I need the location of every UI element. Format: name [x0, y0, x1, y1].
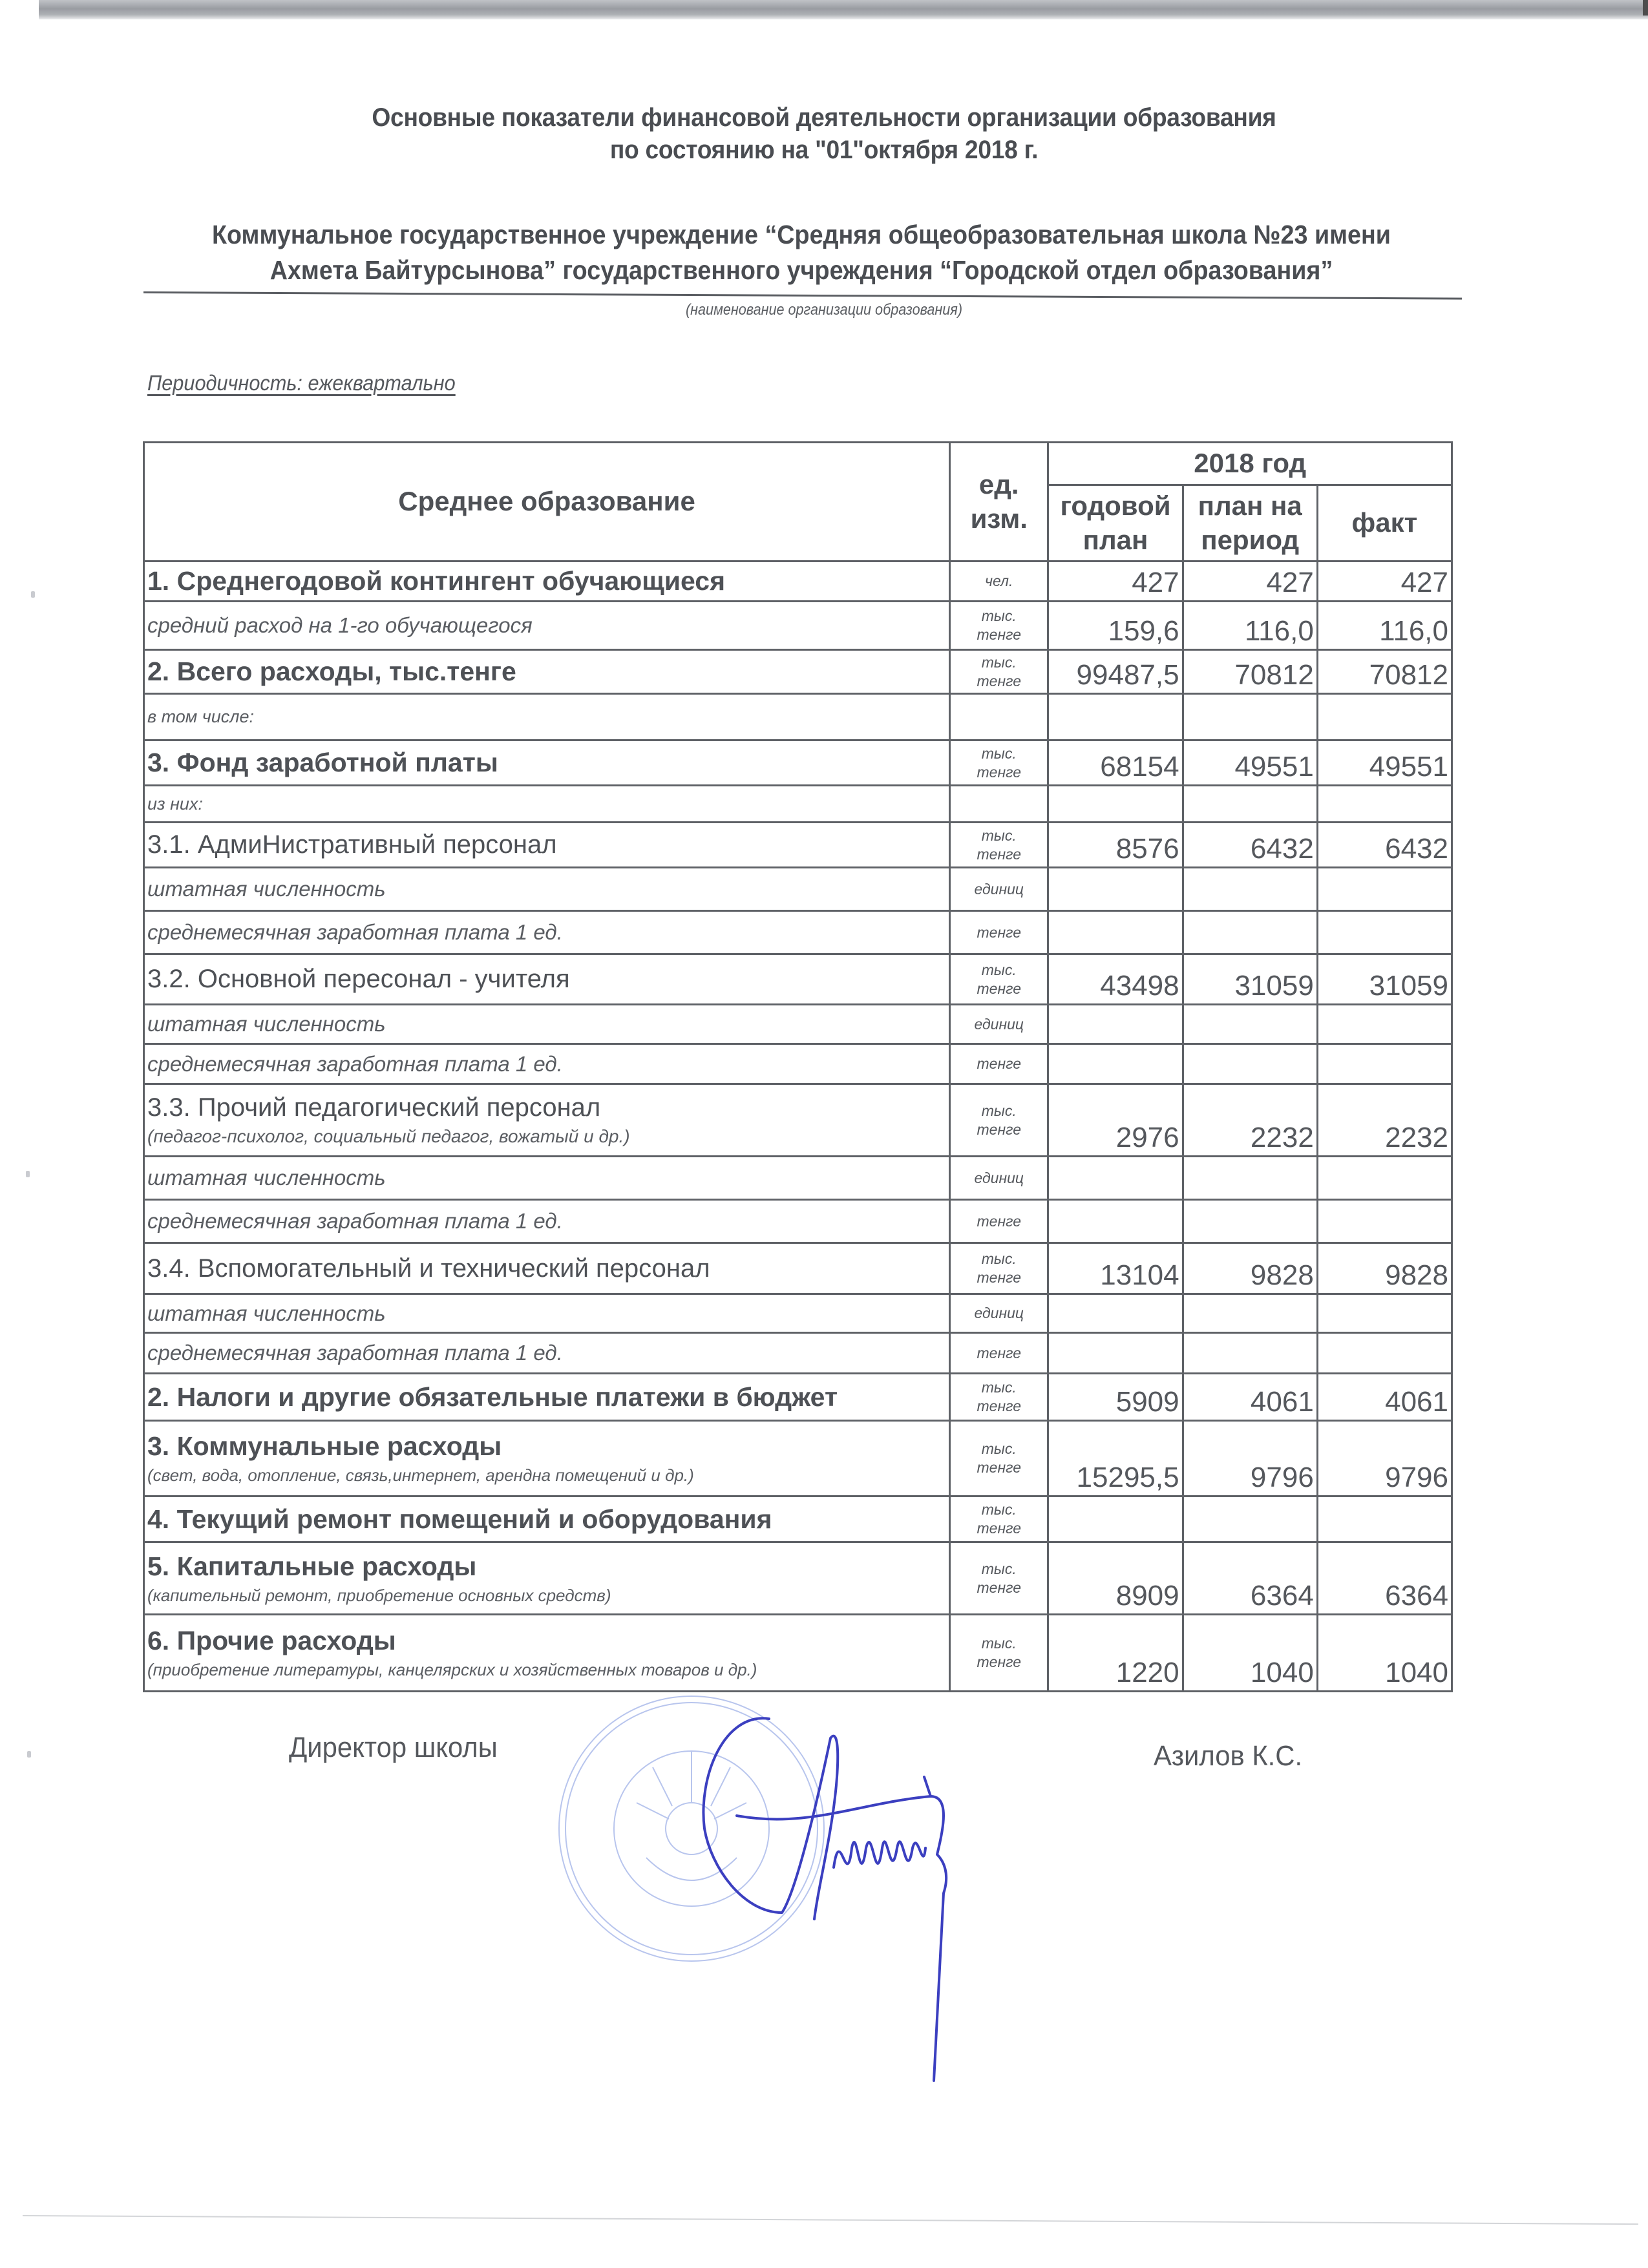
table-row	[144, 602, 1452, 650]
table-row	[144, 1421, 1452, 1496]
row-label	[144, 954, 950, 1005]
row-unit-line1: тыс.	[981, 961, 1017, 978]
cell-fact: 31059	[1317, 954, 1452, 1005]
margin-speck	[27, 1751, 31, 1758]
cell-fact	[1317, 1200, 1452, 1243]
row-unit	[950, 1294, 1048, 1333]
cell-period	[1183, 868, 1317, 911]
row-label-text: 6. Прочие расходы	[147, 1626, 396, 1655]
row-unit-line2: тенге	[977, 845, 1021, 863]
row-unit	[950, 911, 1048, 954]
cell-period: 427	[1183, 562, 1317, 602]
cell-fact	[1317, 694, 1452, 740]
row-unit	[950, 954, 1048, 1005]
row-unit-line1: тенге	[977, 1344, 1021, 1361]
cell-annual: 427	[1048, 562, 1183, 602]
header-period-line1: план на	[1198, 490, 1302, 521]
row-unit-line2: тенге	[977, 980, 1021, 997]
cell-fact	[1317, 868, 1452, 911]
row-unit	[950, 1333, 1048, 1374]
row-label	[144, 1542, 950, 1615]
cell-annual	[1048, 868, 1183, 911]
row-unit-line2: тенге	[977, 1269, 1021, 1286]
cell-fact: 116,0	[1317, 602, 1452, 650]
row-unit	[950, 1084, 1048, 1157]
table-row	[144, 868, 1452, 911]
director-signature	[646, 1699, 1034, 2100]
cell-annual	[1048, 694, 1183, 740]
table-row	[144, 1542, 1452, 1615]
cell-fact	[1317, 911, 1452, 954]
cell-fact	[1317, 1044, 1452, 1084]
row-unit-line1: тыс.	[981, 1250, 1017, 1268]
cell-period: 9796	[1183, 1421, 1317, 1496]
row-unit-line1: тыс.	[981, 607, 1017, 625]
cell-annual	[1048, 911, 1183, 954]
row-unit-line1: тыс.	[981, 1102, 1017, 1119]
cell-annual: 99487,5	[1048, 650, 1183, 694]
row-unit-line2: тенге	[977, 1520, 1021, 1537]
row-label	[144, 1157, 950, 1200]
cell-fact: 1040	[1317, 1615, 1452, 1692]
row-label-text: 3.3. Прочий педагогический персонал	[147, 1093, 601, 1122]
cell-period: 70812	[1183, 650, 1317, 694]
header-unit-line1: ед.	[978, 469, 1019, 499]
row-unit-line2: тенге	[977, 1654, 1021, 1670]
cell-period: 49551	[1183, 740, 1317, 786]
row-label-note: (свет, вода, отопление, связь,интернет, арендна помещений и др.)	[147, 1465, 694, 1485]
row-label	[144, 1496, 950, 1542]
cell-annual	[1048, 1294, 1183, 1333]
row-label	[144, 1421, 950, 1496]
organization-underline	[143, 291, 1462, 300]
cell-annual	[1048, 1496, 1183, 1542]
table-row	[144, 1157, 1452, 1200]
document-date: по состоянию на "01"октября 2018 г.	[609, 136, 1039, 164]
row-unit-line1: тыс.	[981, 744, 1017, 762]
row-label	[144, 1333, 950, 1374]
row-label-text: 3.1. АдмиНистративный персонал	[147, 830, 557, 859]
table-row	[144, 650, 1452, 694]
table-row	[144, 1496, 1452, 1542]
row-label	[144, 562, 950, 602]
row-label-text: 1. Среднегодовой контингент обучающиеся	[147, 566, 726, 596]
cell-period	[1183, 1200, 1317, 1243]
row-unit	[950, 650, 1048, 694]
header-period-plan	[1183, 485, 1317, 562]
table-row	[144, 1200, 1452, 1243]
organization-name-line2: Ахмета Байтурсынова” государственного учреждения “Городской отдел образования”	[269, 255, 1333, 285]
row-label-note: (приобретение литературы, канцелярских и хозяйственных товаров и др.)	[147, 1660, 757, 1679]
row-unit-line1: тыс.	[981, 1379, 1017, 1396]
row-label-note: (капительный ремонт, приобретение основных средств)	[147, 1585, 611, 1605]
row-label-text: среднемесячная заработная плата 1 ед.	[147, 1341, 563, 1365]
row-unit	[950, 868, 1048, 911]
table-row	[144, 1333, 1452, 1374]
cell-annual	[1048, 1044, 1183, 1084]
cell-period: 4061	[1183, 1374, 1317, 1421]
cell-period: 31059	[1183, 954, 1317, 1005]
cell-period: 9828	[1183, 1243, 1317, 1294]
row-label-text: 3.4. Вспомогательный и технический персонал	[147, 1254, 710, 1283]
header-year: 2018 год	[1048, 443, 1452, 485]
row-label-text: в том числе:	[147, 707, 255, 726]
cell-fact	[1317, 1157, 1452, 1200]
row-unit-line2: тенге	[977, 1579, 1021, 1596]
cell-annual: 15295,5	[1048, 1421, 1183, 1496]
periodicity: Периодичность: ежеквартально	[147, 371, 456, 395]
row-label	[144, 911, 950, 954]
row-unit-line1: тыс.	[981, 1560, 1017, 1577]
cell-period	[1183, 911, 1317, 954]
row-label	[144, 650, 950, 694]
table-row	[144, 1084, 1452, 1157]
financial-indicators-table	[143, 441, 1453, 1692]
row-label-note: (педагог-психолог, социальный педагог, вожатый и др.)	[147, 1126, 630, 1146]
row-unit-line1: тыс.	[981, 653, 1017, 671]
row-unit	[950, 1044, 1048, 1084]
row-unit-line1: единиц	[974, 1169, 1024, 1186]
cell-fact	[1317, 1496, 1452, 1542]
row-unit	[950, 1421, 1048, 1496]
row-label-text: штатная численность	[147, 1301, 386, 1325]
row-label-text: из них:	[147, 793, 203, 814]
cell-period	[1183, 786, 1317, 823]
cell-fact: 9796	[1317, 1421, 1452, 1496]
organization-name-line1: Коммунальное государственное учреждение “Средняя общеобразовательная школа №23 имени	[211, 220, 1391, 249]
table-row	[144, 1374, 1452, 1421]
row-unit-line2: тенге	[977, 626, 1021, 643]
cell-annual	[1048, 786, 1183, 823]
cell-annual: 68154	[1048, 740, 1183, 786]
cell-annual: 13104	[1048, 1243, 1183, 1294]
row-unit	[950, 1157, 1048, 1200]
row-label	[144, 694, 950, 740]
row-label-text: 3. Коммунальные расходы	[147, 1431, 502, 1461]
row-unit	[950, 1496, 1048, 1542]
cell-period: 6432	[1183, 823, 1317, 868]
cell-period	[1183, 1157, 1317, 1200]
row-label-text: 2. Всего расходы, тыс.тенге	[147, 656, 516, 686]
cell-period	[1183, 1044, 1317, 1084]
cell-annual: 1220	[1048, 1615, 1183, 1692]
cell-period	[1183, 694, 1317, 740]
row-label-text: 3. Фонд заработной платы	[147, 748, 498, 777]
document-title: Основные показатели финансовой деятельности организации образования	[372, 103, 1276, 132]
row-unit	[950, 562, 1048, 602]
margin-speck	[26, 1171, 30, 1177]
row-label-text: среднемесячная заработная плата 1 ед.	[147, 920, 563, 944]
row-label	[144, 786, 950, 823]
cell-annual: 5909	[1048, 1374, 1183, 1421]
cell-fact	[1317, 1294, 1452, 1333]
row-unit-line1: тыс.	[981, 1440, 1017, 1458]
cell-fact: 49551	[1317, 740, 1452, 786]
cell-annual: 8576	[1048, 823, 1183, 868]
header-annual-line2: план	[1083, 524, 1148, 555]
row-unit	[950, 1005, 1048, 1044]
row-label-text: штатная численность	[147, 1012, 386, 1036]
cell-fact: 6432	[1317, 823, 1452, 868]
row-unit	[950, 1200, 1048, 1243]
cell-period	[1183, 1294, 1317, 1333]
row-unit	[950, 740, 1048, 786]
table-row	[144, 1005, 1452, 1044]
signature-tick	[924, 1777, 931, 1796]
table-row	[144, 740, 1452, 786]
row-unit-line1: тенге	[977, 1212, 1021, 1230]
cell-annual: 159,6	[1048, 602, 1183, 650]
row-unit-line1: тыс.	[981, 1635, 1017, 1652]
row-unit-line2: тенге	[977, 763, 1021, 781]
table-row	[144, 954, 1452, 1005]
table-row	[144, 694, 1452, 740]
header-fact: факт	[1317, 485, 1452, 562]
row-unit	[950, 1542, 1048, 1615]
cell-period: 1040	[1183, 1615, 1317, 1692]
table-row	[144, 911, 1452, 954]
row-label-text: штатная численность	[147, 877, 386, 901]
cell-annual	[1048, 1005, 1183, 1044]
header-annual-plan	[1048, 485, 1183, 562]
row-unit-line1: единиц	[974, 1305, 1024, 1322]
row-label	[144, 823, 950, 868]
header-row-top	[144, 443, 1452, 485]
cell-annual	[1048, 1157, 1183, 1200]
signature-flourish	[834, 1842, 925, 1867]
table-row	[144, 786, 1452, 823]
row-unit-line1: единиц	[974, 880, 1024, 898]
row-unit-line1: тенге	[977, 1055, 1021, 1073]
row-label	[144, 1243, 950, 1294]
signer-name: Азилов К.С.	[1154, 1740, 1303, 1772]
row-unit	[950, 1374, 1048, 1421]
row-unit	[950, 602, 1048, 650]
cell-period	[1183, 1333, 1317, 1374]
cell-period: 6364	[1183, 1542, 1317, 1615]
cell-period	[1183, 1496, 1317, 1542]
signer-title: Директор школы	[289, 1732, 498, 1763]
row-unit	[950, 1615, 1048, 1692]
row-unit	[950, 1243, 1048, 1294]
row-label	[144, 868, 950, 911]
cell-fact: 6364	[1317, 1542, 1452, 1615]
header-period-line2: период	[1201, 524, 1300, 555]
cell-fact: 4061	[1317, 1374, 1452, 1421]
row-unit	[950, 823, 1048, 868]
scan-edge-shadow	[39, 0, 1648, 19]
cell-annual	[1048, 1333, 1183, 1374]
cell-fact: 70812	[1317, 650, 1452, 694]
row-unit-line2: тенге	[977, 1398, 1021, 1414]
row-label	[144, 1615, 950, 1692]
cell-fact: 427	[1317, 562, 1452, 602]
cell-fact	[1317, 1333, 1452, 1374]
cell-fact: 2232	[1317, 1084, 1452, 1157]
table-row	[144, 1615, 1452, 1692]
cell-period: 116,0	[1183, 602, 1317, 650]
margin-speck	[31, 591, 35, 598]
header-unit-line2: изм.	[970, 503, 1028, 534]
row-label	[144, 1294, 950, 1333]
row-label-text: 2. Налоги и другие обязательные платежи в бюджет	[147, 1381, 838, 1412]
row-label	[144, 1374, 950, 1421]
row-label	[144, 1200, 950, 1243]
scan-edge-cap	[1643, 0, 1648, 16]
header-unit	[950, 443, 1048, 562]
cell-fact	[1317, 1005, 1452, 1044]
row-unit-line2: тенге	[977, 1120, 1021, 1138]
row-label-text: среднемесячная заработная плата 1 ед.	[147, 1051, 563, 1076]
row-unit	[950, 786, 1048, 823]
row-label-text: средний расход на 1-го обучающегося	[147, 613, 533, 637]
row-unit-line1: тыс.	[981, 826, 1017, 844]
cell-annual	[1048, 1200, 1183, 1243]
row-label	[144, 740, 950, 786]
cell-fact: 9828	[1317, 1243, 1452, 1294]
table-row	[144, 823, 1452, 868]
row-unit-line1: единиц	[974, 1015, 1024, 1033]
row-label-text: 5. Капитальные расходы	[147, 1551, 477, 1581]
table-row	[144, 1243, 1452, 1294]
row-unit-line1: тенге	[977, 923, 1021, 941]
row-label-text: 4. Текущий ремонт помещений и оборудования	[147, 1504, 772, 1534]
row-unit-line1: чел.	[985, 572, 1013, 590]
header-name: Среднее образование	[144, 443, 950, 562]
row-label	[144, 602, 950, 650]
row-unit	[950, 694, 1048, 740]
table-row	[144, 562, 1452, 602]
table-row	[144, 1294, 1452, 1333]
cell-period: 2232	[1183, 1084, 1317, 1157]
table-body	[144, 562, 1452, 1692]
header-annual-line1: годовой	[1060, 490, 1171, 521]
cell-period	[1183, 1005, 1317, 1044]
scan-bottom-line	[23, 2215, 1638, 2225]
signature-stroke	[737, 1796, 946, 2081]
row-label-text: среднемесячная заработная плата 1 ед.	[147, 1209, 563, 1233]
cell-fact	[1317, 786, 1452, 823]
row-unit-line2: тенге	[977, 672, 1021, 689]
row-unit-line2: тенге	[977, 1459, 1021, 1476]
organization-caption: (наименование организации образования)	[685, 301, 963, 319]
cell-annual: 43498	[1048, 954, 1183, 1005]
cell-annual: 2976	[1048, 1084, 1183, 1157]
table-row	[144, 1044, 1452, 1084]
row-label	[144, 1005, 950, 1044]
row-label-text: штатная численность	[147, 1166, 386, 1190]
cell-annual: 8909	[1048, 1542, 1183, 1615]
row-unit-line1: тыс.	[981, 1501, 1017, 1518]
row-label	[144, 1044, 950, 1084]
row-label-text: 3.2. Основной пересонал - учителя	[147, 965, 570, 993]
row-label	[144, 1084, 950, 1157]
